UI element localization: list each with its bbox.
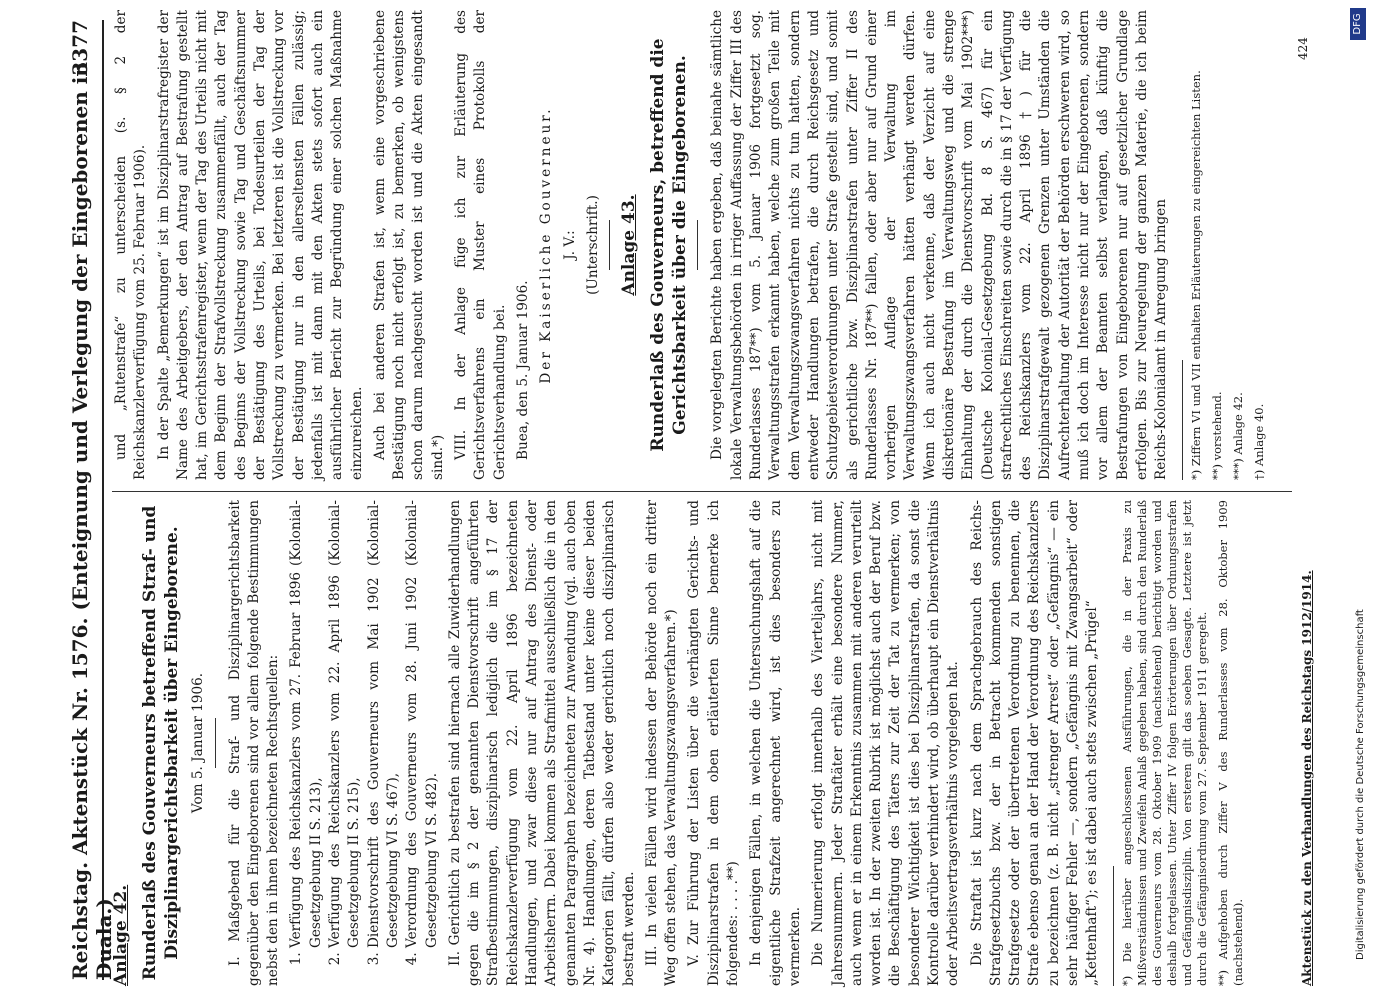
footnote-r1: *) Ziffern VI und VII enthalten Erläuterungen zu eingereichten Listen.	[1188, 70, 1203, 480]
anlage-42-heading: Anlage 42.	[111, 884, 131, 986]
footnote-r4: †) Anlage 40.	[1251, 403, 1266, 480]
footnote-r3: ***) Anlage 42.	[1230, 392, 1245, 480]
right-column	[112, 10, 1267, 480]
paragraph-r1: und „Rutenstrafe“ zu unterscheiden (s. § 2 der Reichskanzlerverfügung vom 25. Februar 1906).	[113, 10, 149, 480]
anlage-43-heading: Anlage 43.	[619, 194, 640, 296]
paragraph-r5: Die vorgelegten Berichte haben ergeben, daß beinahe sämtliche lokale Verwaltungsbehörden in irriger Auffassung der Ziffer III des Runderlasses 187**) vom 5. Januar 1906 fortgesetzt sog. Verwaltungsstrafen erkannt haben, welche zum großen Teile mit dem Verwaltungszwangsverfahren nichts zu tun hatten, sondern entweder Handlungen betrafen, die durch Reichsgesetz und Schutzgebietsverordnungen unter Strafe gestellt sind, und somit als gerichtliche bzw. Disziplinarstrafen unter Ziffer II des Runderlasses Nr. 187**) fallen, oder aber nur auf Grund einer vorherigen Auflage der Verwaltung im Verwaltungszwangsverfahren hätten verhängt werden dürfen. Wenn ich auch nicht verkenne, daß der Verzicht auf eine diskretionäre Bestrafung im Verwaltungsweg und die strenge Einhaltung der durch die Dienstvorschrift vom Mai 1902***) (Deutsche Kolonial-Gesetzgebung Bd. 8 S. 467) für ein strafrechtliches Einschreiten sowie durch die in § 17 der Verfügung des Reichskanzlers vom 22. April 1896†) für die Disziplinarstrafgewalt gezogenen Grenzen unter Umständen die Aufrechterhaltung der Autorität der Behörden erschweren wird, so muß ich doch im Interesse nicht nur der Eingeborenen, sondern vor allem der Beamten selbst verlangen, daß künftig die Bestrafungen von Eingeborenen nur auf gesetzlicher Grundlage erfolgen. Bis zur Neuregelung der ganzen Materie, die ich beim Reichs-Kolonialamt in Anregung bringen	[709, 10, 1170, 480]
dfg-logo: DFG	[1350, 8, 1366, 40]
paragraph-r2: In der Spalte „Bemerkungen“ ist im Disziplinarstrafregister der Name des Arbeitgebers, der den Antrag auf Bestrafung gestellt hat, im Gerichtsstrafenregister, wenn der Tag des Urteils nicht mit dem Beginn der Strafvollstreckung zusammenfällt, auch der Tag des Beginns der Vollstreckung sowie Tag und Geschäftsnummer der Bestätigung des Urteils, bei Todesurteilen der Tag der Vollstreckung zu vermerken. Bei letzteren ist die Vollstreckung vor der Bestätigung nur in den allerseltensten Fällen zulässig; jedenfalls ist mit dann mit den Akten stets sofort auch ein ausführlicher Bericht zur Begründung einer solchen Maßnahme einzureichen.	[155, 10, 365, 480]
signature-title: Der Kaiserliche Gouverneur.	[538, 106, 555, 384]
paragraph-3: III. In vielen Fällen wird indessen der Behörde noch ein dritter Weg offen stehen, das Verwaltungszwangsverfahren.*)	[643, 500, 680, 986]
anlage-43-title: Runderlaß des Gouverneurs, betreffend die Gerichtsbarkeit über die Eingeborenen.	[648, 38, 691, 452]
column-divider	[112, 491, 1292, 492]
footnote-1: *) Die hierüber angeschlossenen Ausführungen, die in der Praxis zu Mißverständnissen und Zweifeln Anlaß gegeben haben, sind durch den Runderlaß des Gouverneurs vom 28. Oktober 1909 (nachstehend) berichtigt worden und deshalb fortgelassen. Unter Ziffer IV folgen Erörterungen über Ordnungsstrafen und Gefängnisdisziplin. Von ersteren gilt das soeben Gesagte. Letztere ist jetzt durch die Gefängnisordnung vom 27. September 1911 geregelt.	[1119, 500, 1209, 986]
separator	[215, 718, 216, 768]
paragraph-r4: VIII. In der Anlage füge ich zur Erläuterung des Gerichtsverfahrens ein Muster eines Protokolls der Gerichtsverhandlung bei.	[453, 10, 508, 480]
paragraph-6: Die Numerierung erfolgt innerhalb des Vierteljahrs, nicht mit Jahresnummern. Jeder Straftäter erhält eine besondere Nummer, auch wenn er in einem Erkenntnis zusammen mit anderen verurteilt worden ist. In der zweiten Rubrik ist möglichst auch der Beruf bzw. die Beschäftigung des Täters zur Zeit der Tat zu vermerken; von besonderer Wichtigkeit ist dies bei Disziplinarstrafen, da sonst die Kontrolle darüber verhindert wird, ob überhaupt ein Dienstverhältnis oder Arbeitsvertragsverhältnis vorgelegen hat.	[810, 500, 962, 986]
signature-note: (Unterschrift.)	[584, 195, 601, 295]
paragraph-5: In denjenigen Fällen, in welchen die Untersuchungshaft auf die eigentliche Strafzeit angerechnet wird, ist dies besonders zu vermerken.	[748, 500, 803, 986]
page-header	[62, 20, 116, 980]
left-column	[112, 500, 1246, 986]
signature-proxy: J. V.:	[561, 230, 578, 260]
separator	[697, 220, 698, 270]
digitization-credit: Digitalisierung gefördert durch die Deutsche Forschungsgemeinschaft	[1355, 609, 1366, 960]
list-item: 3. Dienstvorschrift des Gouverneurs vom Mai 1902 (Kolonial-Gesetzgebung VI S. 467),	[365, 500, 404, 948]
footnote-r2: **) vorstehend.	[1209, 391, 1224, 480]
header-title: Reichstag. Aktenstück Nr. 1576. (Enteignung und Verlegung der Eingeborenen in Duala.)	[68, 62, 116, 980]
paragraph-r3: Auch bei anderen Strafen ist, wenn eine vorgeschriebene Bestätigung noch nicht erfolgt ist, zu bemerken, ob wenigstens schon darum nachgesucht worden ist und die Akten eingesandt sind.*)	[371, 10, 446, 480]
footnote-2: **) Aufgehoben durch Ziffer V des Runderlasses vom 28. Oktober 1909 (nachstehend).	[1215, 500, 1245, 986]
paragraph-1: I. Maßgebend für die Straf- und Disziplinargerichtsbarkeit gegenüber den Eingeborenen sind vor allem folgende Bestimmungen nebst den in ihnen bezeichneten Rechtsquellen:	[226, 500, 282, 986]
paragraph-7: Die Straftat ist kurz nach dem Sprachgebrauch des Reichs-Strafgesetzbuchs bzw. der in Betracht kommenden sonstigen Strafgesetze oder der übertretenen Verordnung zu benennen, die Strafe ebenso genau an der Hand der Verordnung des Reichskanzlers zu bezeichnen (z. B. nicht „strenger Arrest“ oder „Gefängnis“ — ein sehr häufiger Fehler —, sondern „Gefängnis mit Zwangsarbeit“ oder „Kettenhaft“); es ist dabei auch stets zwischen „Prügel“	[968, 500, 1101, 986]
footer-note: Aktenstück zu den Verhandlungen des Reichstags 1912/1914.	[1300, 570, 1314, 986]
list-item: 2. Verfügung des Reichskanzlers vom 22. April 1896 (Kolonial-Gesetzgebung II S. 215),	[326, 500, 365, 948]
list-item: 1. Verfügung des Reichskanzlers vom 27. Februar 1896 (Kolonial-Gesetzgebung II S. 213),	[287, 500, 326, 948]
footnote-rule	[1182, 360, 1183, 480]
place-date: Buea, den 5. Januar 1906.	[514, 280, 531, 460]
paragraph-4: V. Zur Führung der Listen über die verhängten Gerichts- und Disziplinarstrafen in dem oben erläuterten Sinne bemerke ich folgendes: . . . .**)	[686, 500, 742, 986]
bottom-page-number: 424	[1296, 37, 1310, 60]
list-item: 4. Verordnung des Gouverneurs vom 28. Juni 1902 (Kolonial-Gesetzgebung VI S. 482).	[403, 500, 442, 948]
regulation-list	[287, 500, 441, 986]
separator	[609, 220, 610, 270]
anlage-42-date: Vom 5. Januar 1906.	[190, 672, 207, 814]
header-page-number: 3377	[68, 20, 92, 76]
footnote-rule	[1113, 866, 1114, 986]
anlage-42-title: Runderlaß des Gouverneurs betreffend Straf- und Disziplinargerichtsbarkeit über Eingeborene.	[140, 505, 183, 981]
paragraph-2: II. Gerichtlich zu bestrafen sind hiernach alle Zuwiderhandlungen gegen die im § 2 der genannten Dienstvorschrift angeführten Strafbestimmungen, disziplinarisch lediglich die im § 17 der Reichskanzlerverfügung vom 22. April 1896 bezeichneten Handlungen, und zwar diese nur auf Antrag des Dienst- oder Arbeitsherrn. Dabei kommen als Strafmittel ausschließlich die in den genannten Paragraphen bezeichneten zur Anwendung (vgl. auch oben Nr. 4). Handlungen, deren Tatbestand unter keine dieser beiden Kategorien fällt, dürfen also weder gerichtlich noch disziplinarisch bestraft werden.	[446, 500, 637, 986]
